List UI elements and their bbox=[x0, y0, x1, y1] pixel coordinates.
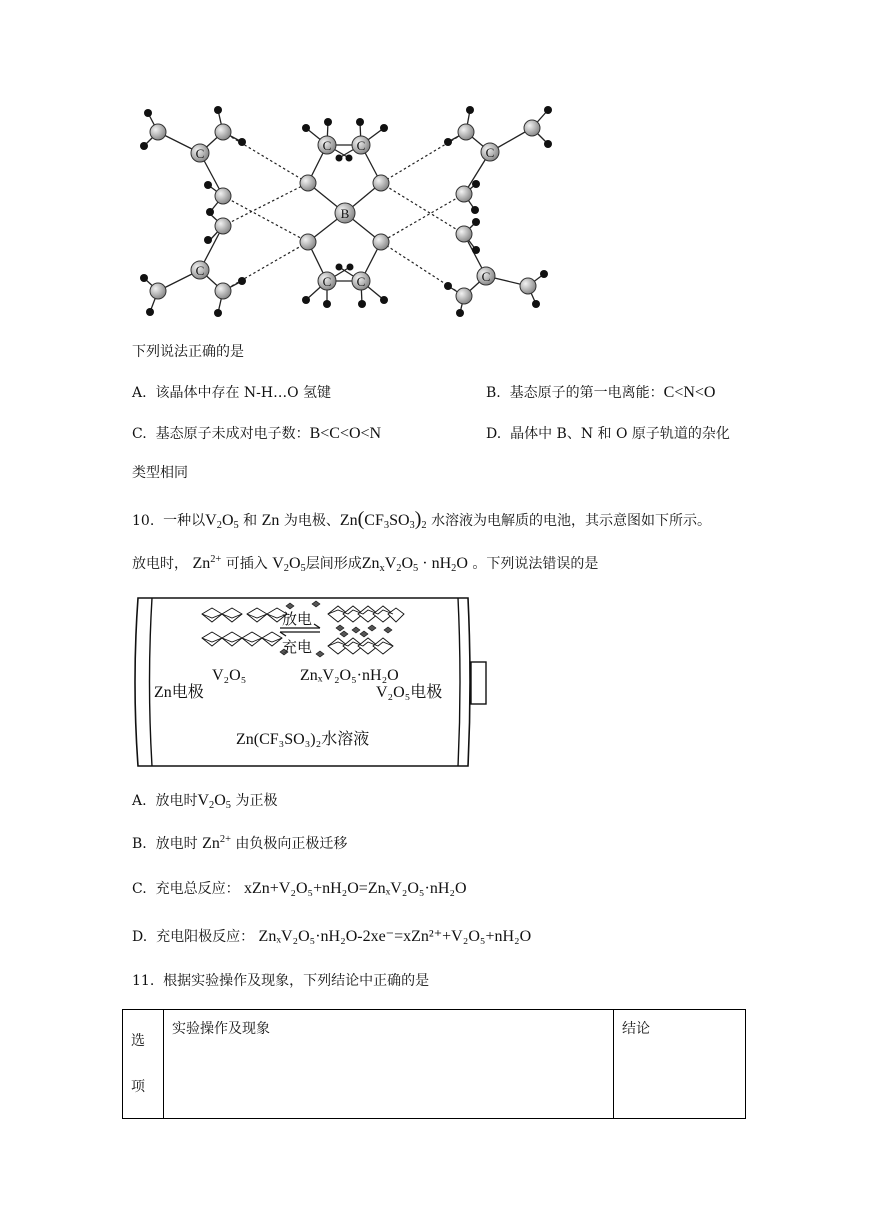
option-label: A. bbox=[132, 385, 147, 401]
option-text: 基态原子未成对电子数： bbox=[155, 426, 310, 442]
atom-label-c: C bbox=[322, 138, 332, 153]
reaction-formula: xZn+V₂O₅+nH₂O=ZnₓV₂O₅·nH₂O bbox=[244, 880, 467, 897]
q10-option-d[interactable]: D. 充电阳极反应： ZnₓV₂O₅·nH₂O-2xe⁻=xZn²⁺+V₂O₅+nH₂O bbox=[132, 928, 532, 945]
option-text: 该晶体中存在 N-H…O 氢键 bbox=[155, 385, 332, 401]
q10-option-c[interactable]: C. 充电总反应： xZn+V₂O₅+nH₂O=ZnₓV₂O₅·nH₂O bbox=[132, 880, 467, 897]
table-header-operation: 实验操作及现象 bbox=[164, 1010, 614, 1119]
q9-option-d[interactable] bbox=[486, 423, 730, 443]
atom-label-c: C bbox=[356, 274, 366, 289]
q9-option-d-continued: 类型相同 bbox=[132, 465, 188, 481]
atom-label-b: B bbox=[340, 206, 350, 221]
electrolyte-label: Zn(CF₃SO₃)₂水溶液 bbox=[236, 731, 370, 748]
q10-option-a[interactable]: A. 放电时$V_2O_5$ 为正极 bbox=[132, 792, 278, 811]
q10-stem-line2: 放电时， $Zn^{2+}$ 可插入 $V_2O_5$层间形成$Zn_xV_2O_5 \cdot nH_2O$ 。下列说法错误的是 bbox=[132, 554, 599, 574]
q9-option-a[interactable] bbox=[132, 382, 331, 402]
q9-option-b[interactable] bbox=[486, 382, 715, 402]
atom-label-c: C bbox=[356, 138, 366, 153]
crystal-structure-figure bbox=[130, 100, 570, 325]
option-label: C. bbox=[132, 426, 147, 442]
zn-electrode-label: Zn电极 bbox=[154, 684, 204, 701]
charge-label: 充电 bbox=[282, 638, 313, 656]
option-label: D. bbox=[486, 426, 502, 442]
option-formula: B<C<O<N bbox=[309, 425, 382, 442]
reaction-formula: ZnₓV₂O₅·nH₂O-2xe⁻=xZn²⁺+V₂O₅+nH₂O bbox=[258, 928, 532, 945]
q10-stem-line1: 10. 一种以$V_2O_5$ 和 Zn 为电极、$Zn(CF_3SO_3)_2$ 水溶液为电解质的电池，其示意图如下所示。 bbox=[132, 508, 712, 531]
q9-stem: 下列说法正确的是 bbox=[132, 344, 244, 360]
table-header-row bbox=[123, 1010, 746, 1119]
q9-option-c[interactable] bbox=[132, 423, 381, 443]
atom-label-c: C bbox=[195, 263, 205, 278]
q10-option-b[interactable]: B. 放电时 $Zn^{2+}$ 由负极向正极迁移 bbox=[132, 834, 348, 852]
q11-table bbox=[122, 1009, 746, 1119]
atom-label-c: C bbox=[485, 145, 495, 160]
battery-diagram bbox=[130, 594, 492, 770]
option-label: B. bbox=[486, 385, 501, 401]
table-header-conclusion: 结论 bbox=[614, 1010, 746, 1119]
discharge-label: 放电 bbox=[282, 610, 313, 628]
v2o5-electrode-label: V₂O₅电极 bbox=[376, 684, 443, 701]
option-formula: C<N<O bbox=[663, 384, 716, 401]
atom-label-c: C bbox=[322, 274, 332, 289]
v2o5-label: V₂O₅ bbox=[212, 667, 247, 684]
q11-stem: 11. 根据实验操作及现象，下列结论中正确的是 bbox=[132, 973, 430, 989]
znv2o5-label: ZnₓV₂O₅·nH₂O bbox=[300, 667, 399, 684]
option-text: 基态原子的第一电离能： bbox=[509, 385, 664, 401]
table-header-option: 选项 bbox=[123, 1010, 164, 1119]
atom-label-c: C bbox=[195, 146, 205, 161]
atom-label-c: C bbox=[481, 269, 491, 284]
option-text: 晶体中 B、N 和 O 原子轨道的杂化 bbox=[510, 426, 730, 442]
